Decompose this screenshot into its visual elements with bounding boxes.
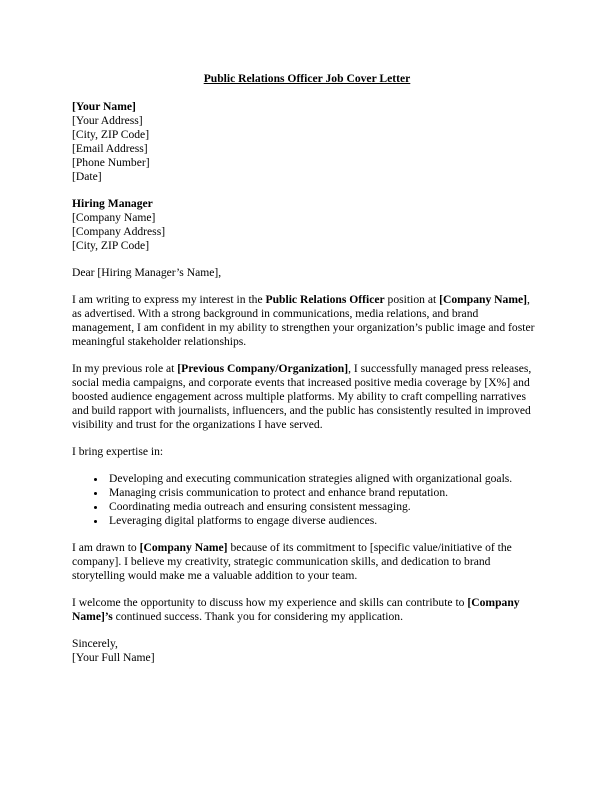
- paragraph-closing: [72, 596, 542, 624]
- paragraph-bold-text: [Company Name]: [439, 293, 528, 306]
- paragraph-text: I welcome the opportunity to discuss how my experience and skills can contribute to: [72, 596, 468, 609]
- paragraph-text: I am writing to express my interest in the: [72, 293, 266, 306]
- list-item: • Leveraging digital platforms to engage diverse audiences.: [107, 514, 542, 528]
- paragraph-text: In my previous role at: [72, 362, 178, 375]
- expertise-list: [72, 472, 542, 528]
- closing: Sincerely,: [72, 637, 118, 650]
- sender-name: [Your Name]: [72, 100, 136, 113]
- recipient-company: [Company Name]: [72, 211, 156, 224]
- sender-block: [72, 100, 542, 184]
- paragraph-experience: [72, 362, 542, 432]
- recipient-title: Hiring Manager: [72, 197, 153, 210]
- expertise-intro: I bring expertise in:: [72, 445, 164, 458]
- list-item: • Managing crisis communication to protect and enhance brand reputation.: [107, 486, 542, 500]
- salutation: Dear [Hiring Manager’s Name],: [72, 266, 222, 279]
- sender-phone: [Phone Number]: [72, 156, 150, 169]
- paragraph-intro: [72, 293, 542, 349]
- recipient-city-zip: [City, ZIP Code]: [72, 239, 150, 252]
- list-item: • Developing and executing communication strategies aligned with organizational goals.: [107, 472, 542, 486]
- recipient-block: [72, 197, 542, 253]
- sender-address: [Your Address]: [72, 114, 143, 127]
- paragraph-text: continued success. Thank you for considering my application.: [112, 610, 403, 623]
- recipient-address: [Company Address]: [72, 225, 166, 238]
- paragraph-bold-text: [Previous Company/Organization]: [177, 362, 349, 375]
- sender-city-zip: [City, ZIP Code]: [72, 128, 150, 141]
- document-title: Public Relations Officer Job Cover Letter: [203, 72, 411, 85]
- signature-name: [Your Full Name]: [72, 651, 155, 664]
- paragraph-bold-text: [Company Name]’s: [72, 596, 520, 623]
- sender-email: [Email Address]: [72, 142, 148, 155]
- list-item: • Coordinating media outreach and ensuring consistent messaging.: [107, 500, 542, 514]
- paragraph-text: , as advertised. With a strong background in communications, media relations, and brand management, I am confident in my ability to strengthen your organization’s public image and foster meaningful stakeholder relationships.: [72, 293, 535, 348]
- paragraph-text: , I successfully managed press releases, social media campaigns, and corporate events that increased positive media coverage by [X%] and boosted audience engagement across multiple platforms. My ability to craft compelling narratives and build rapport with journalists, influencers, and the public has consistently resulted in improved visibility and trust for the organizations I have served.: [72, 362, 532, 431]
- signoff-block: [72, 637, 542, 665]
- paragraph-text: I am drawn to: [72, 541, 140, 554]
- paragraph-bold-text: Public Relations Officer: [265, 293, 385, 306]
- paragraph-bold-text: [Company Name]: [139, 541, 228, 554]
- sender-date: [Date]: [72, 170, 102, 183]
- paragraph-text: because of its commitment to [specific value/initiative of the company]. I believe my creativity, strategic communication skills, and dedication to brand storytelling would make me a valuable addition to your team.: [72, 541, 512, 582]
- paragraph-text: position at: [384, 293, 440, 306]
- cover-letter-page: [72, 72, 542, 678]
- paragraph-motivation: [72, 541, 542, 583]
